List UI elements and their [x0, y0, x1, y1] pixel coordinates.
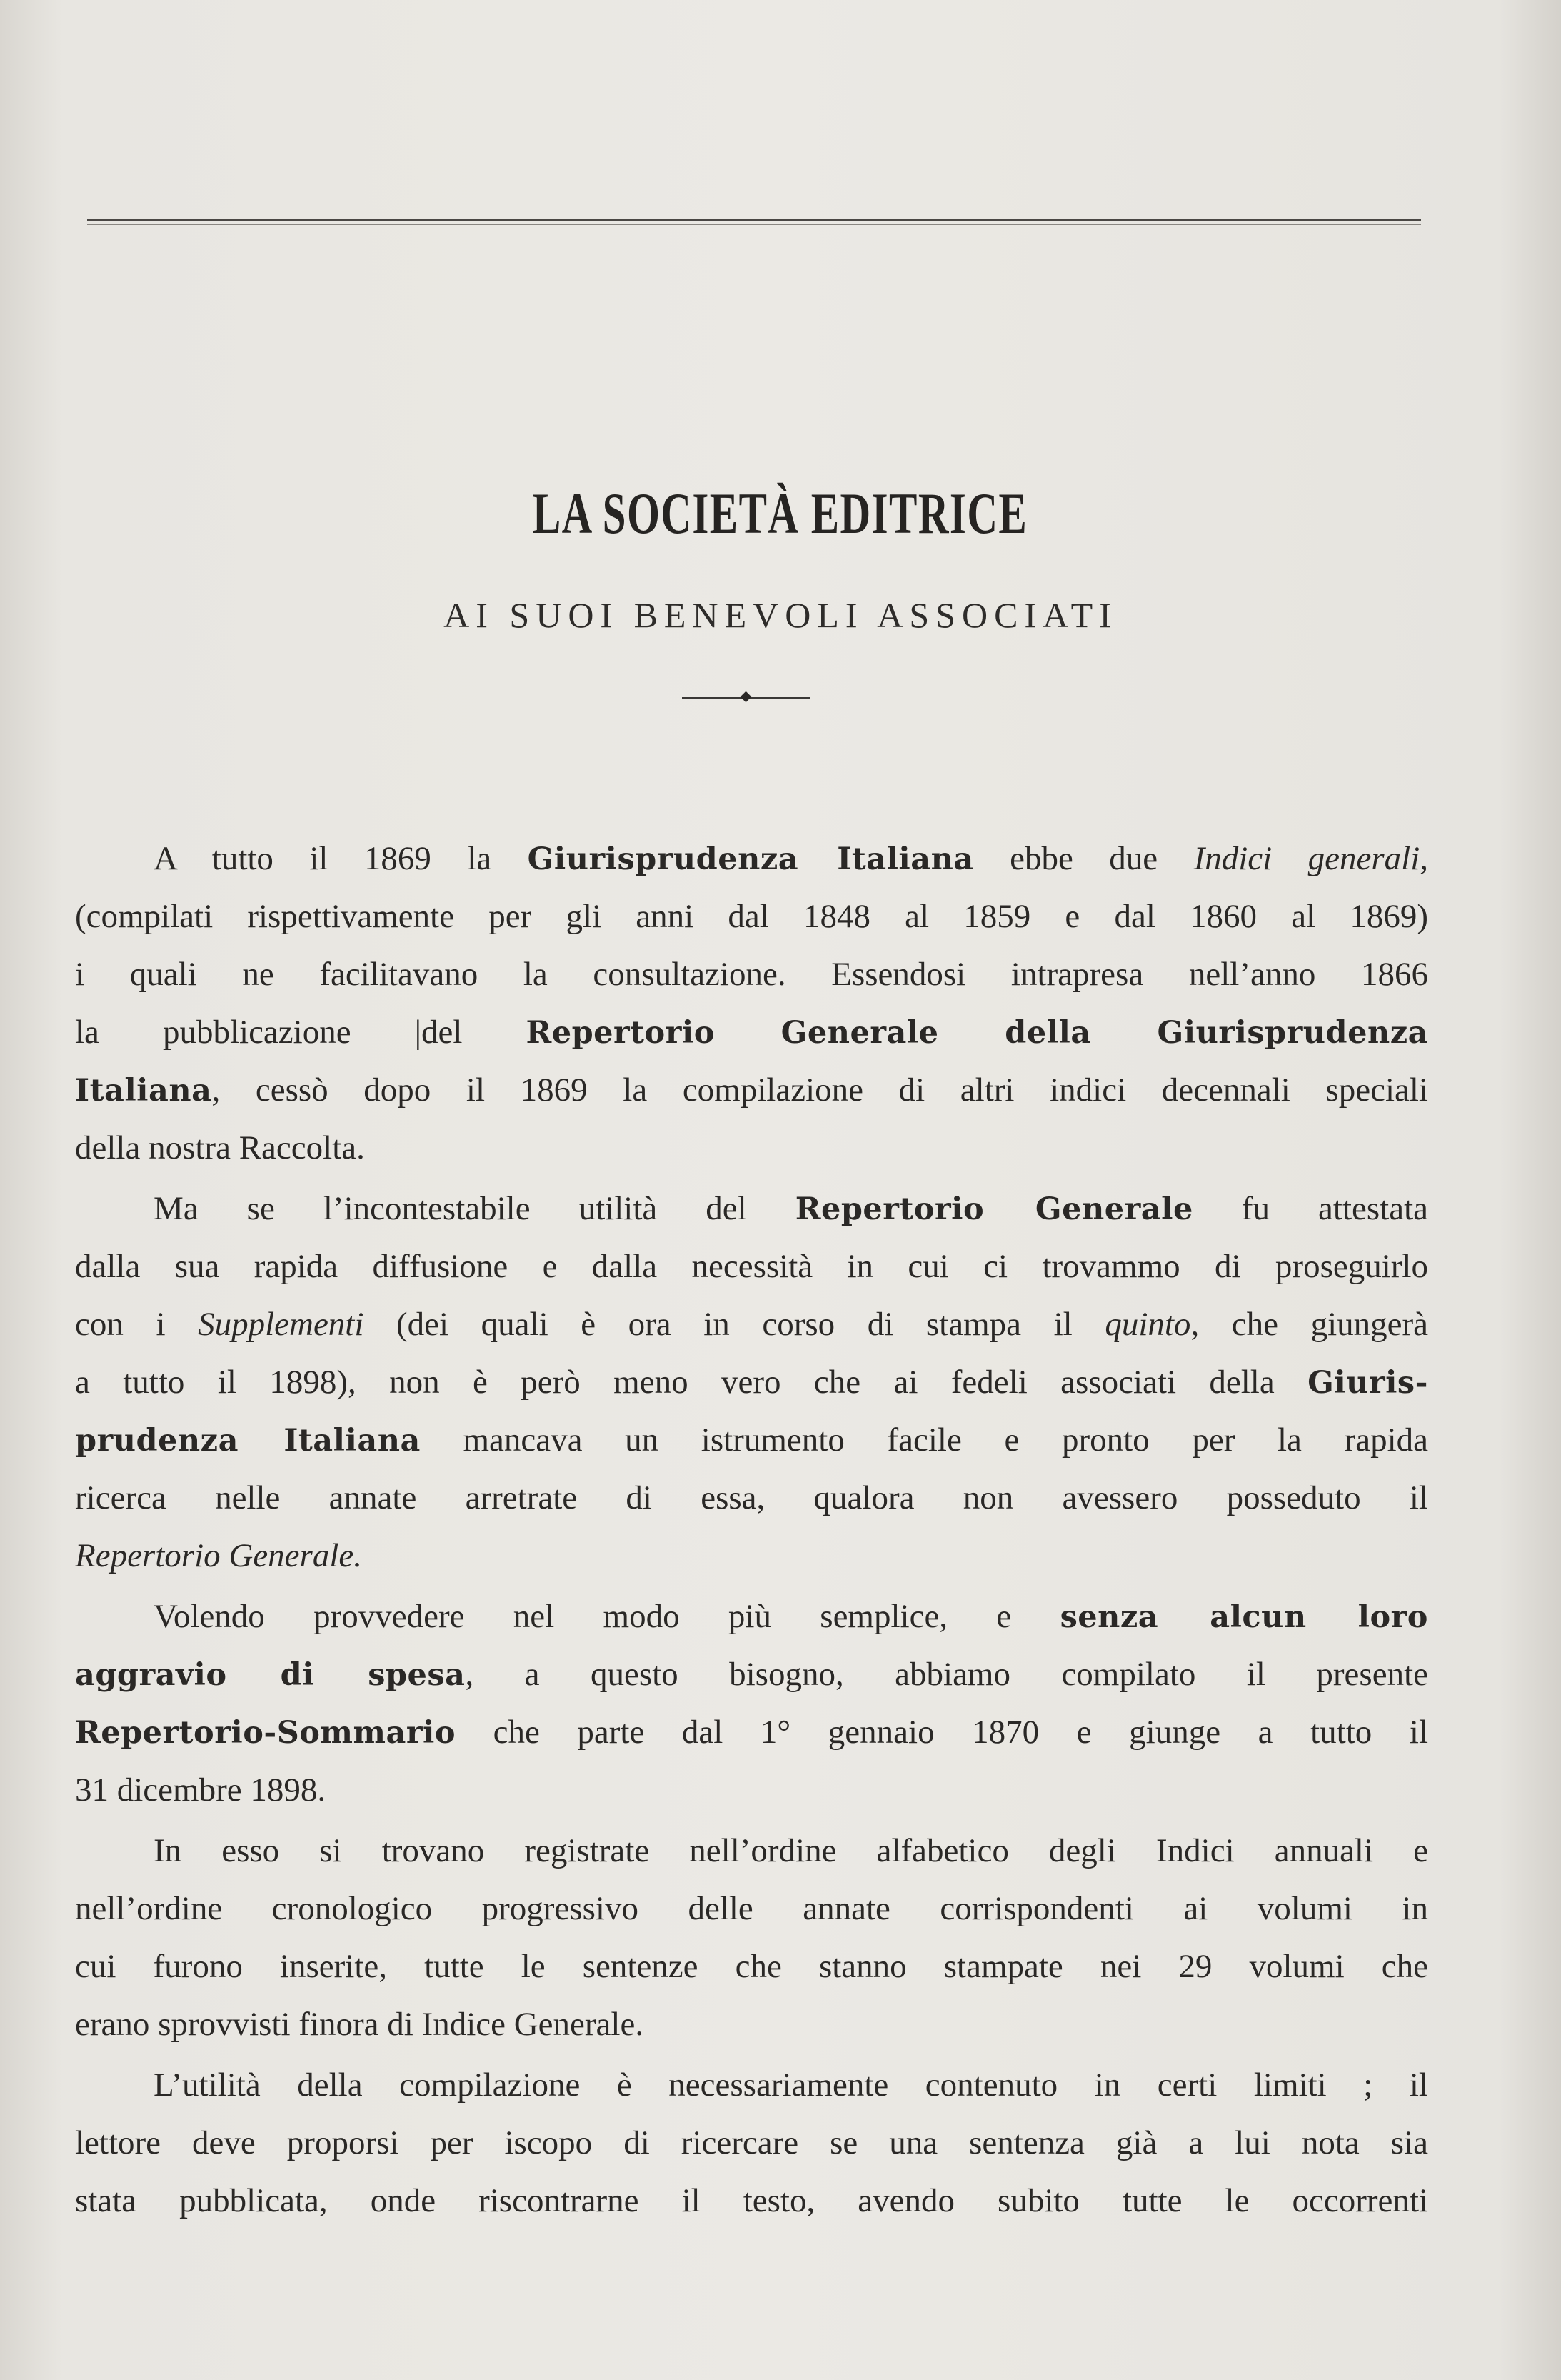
- text-run: (compilati rispettivamente per gli anni dal 1848 al 1859 e dal 1860 al 1869): [75, 898, 1428, 935]
- top-rule-thin: [87, 224, 1421, 225]
- text-run: A tutto il 1869 la: [154, 840, 528, 877]
- text-line: [75, 1880, 1428, 1938]
- divider-line: [682, 697, 810, 756]
- text-line: [75, 1061, 1428, 1119]
- text-line: [75, 1354, 1428, 1411]
- text-line: [75, 830, 1428, 888]
- italic-text: Repertorio Generale.: [75, 1537, 363, 1574]
- text-run: della nostra Raccolta.: [75, 1129, 365, 1166]
- text-line: [75, 2172, 1428, 2230]
- text-line: [75, 1822, 1428, 1880]
- title-text: LA SOCIETÀ EDITRICE: [533, 481, 1028, 546]
- text-run: nell’ordine cronologico progressivo delle annate corrispondenti ai volumi in: [75, 1890, 1428, 1927]
- text-line: [75, 1469, 1428, 1527]
- text-run: lettore deve proporsi per iscopo di ricercare se una sentenza già a lui nota sia: [75, 2124, 1428, 2161]
- text-line: [75, 1761, 1428, 1819]
- italic-text: Supplementi: [198, 1306, 364, 1343]
- text-line: [75, 1296, 1428, 1354]
- text-run: i quali ne facilitavano la consultazione. Essendosi intrapresa nell’anno 1866: [75, 956, 1428, 993]
- text-run: ebbe due: [973, 840, 1194, 877]
- text-line: [75, 888, 1428, 946]
- text-run: fu attestata: [1193, 1190, 1428, 1227]
- text-run: stata pubblicata, onde riscontrarne il testo, avendo subito tutte le occorrenti: [75, 2182, 1428, 2219]
- bold-text: Giuris-: [1307, 1365, 1428, 1401]
- italic-text: Indici generali,: [1193, 840, 1428, 877]
- text-line: [75, 946, 1428, 1004]
- text-run: che parte dal 1° gennaio 1870 e giunge a tutto il: [456, 1714, 1428, 1751]
- paragraph: [75, 1822, 1428, 2054]
- text-line: [75, 1411, 1428, 1469]
- paragraph: [75, 1588, 1428, 1819]
- text-run: , che giungerà: [1190, 1306, 1428, 1343]
- bold-text: Giurisprudenza Italiana: [527, 841, 974, 877]
- ornament-divider: [682, 694, 810, 701]
- text-line: [75, 1996, 1428, 2054]
- paragraph: [75, 830, 1428, 1177]
- page-title: [0, 480, 1561, 547]
- body-text: [75, 827, 1428, 2230]
- text-run: In esso si trovano registrate nell’ordine alfabetico degli Indici annuali e: [154, 1832, 1428, 1869]
- text-run: cui furono inserite, tutte le sentenze che stanno stampate nei 29 volumi che: [75, 1948, 1428, 1985]
- text-line: [75, 1646, 1428, 1704]
- text-run: mancava un istrumento facile e pronto per la rapida: [420, 1421, 1428, 1459]
- text-run: , a questo bisogno, abbiamo compilato il presente: [465, 1656, 1428, 1693]
- text-run: Volendo provvedere nel modo più semplice, e: [154, 1598, 1060, 1635]
- text-run: L’utilità della compilazione è necessariamente contenuto in certi limiti ; il: [154, 2066, 1428, 2104]
- text-run: ricerca nelle annate arretrate di essa, qualora non avessero posseduto il: [75, 1479, 1428, 1516]
- bold-text: prudenza Italiana: [75, 1423, 421, 1459]
- text-line: [75, 1704, 1428, 1761]
- italic-text: quinto: [1105, 1306, 1191, 1343]
- text-run: dalla sua rapida diffusione e dalla necessità in cui ci trovammo di proseguirlo: [75, 1248, 1428, 1285]
- text-line: [75, 1527, 1428, 1585]
- text-run: (dei quali è ora in corso di stampa il: [363, 1306, 1105, 1343]
- text-run: , cessò dopo il 1869 la compilazione di altri indici decennali speciali: [211, 1071, 1428, 1109]
- bold-text: Italiana: [75, 1073, 212, 1109]
- text-run: 31 dicembre 1898.: [75, 1771, 326, 1809]
- bold-text: aggravio di spesa: [75, 1657, 466, 1693]
- paragraph: [75, 2056, 1428, 2230]
- bold-text: senza alcun loro: [1060, 1599, 1428, 1635]
- paragraph: [75, 1180, 1428, 1585]
- bold-text: Repertorio-Sommario: [75, 1715, 456, 1751]
- text-run: Ma se l’incontestabile utilità del: [154, 1190, 795, 1227]
- text-line: [75, 1238, 1428, 1296]
- top-rule: [87, 219, 1421, 221]
- text-run: la pubblicazione |del: [75, 1014, 526, 1051]
- text-line: [75, 2056, 1428, 2114]
- text-line: [75, 1588, 1428, 1646]
- page-subtitle: AI SUOI BENEVOLI ASSOCIATI: [443, 595, 1118, 635]
- text-line: [75, 1938, 1428, 1996]
- text-run: erano sprovvisti finora di Indice Generale.: [75, 2006, 644, 2043]
- text-run: a tutto il 1898), non è però meno vero che ai fedeli associati della: [75, 1364, 1308, 1401]
- text-line: [75, 1180, 1428, 1238]
- text-line: [75, 2114, 1428, 2172]
- bold-text: Repertorio Generale della Giurisprudenza: [526, 1015, 1428, 1051]
- bold-text: Repertorio Generale: [795, 1191, 1193, 1227]
- text-run: con i: [75, 1306, 199, 1343]
- text-line: [75, 1119, 1428, 1177]
- text-line: [75, 1004, 1428, 1061]
